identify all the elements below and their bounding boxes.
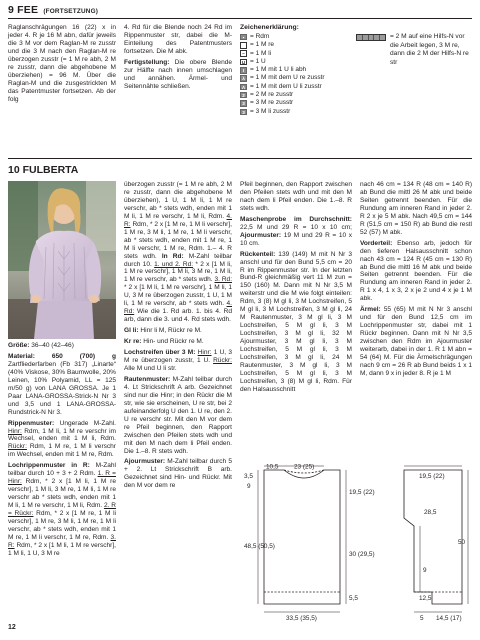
legend-text: = 1 M mit dem U li zusstr bbox=[250, 82, 322, 90]
garment-schematic bbox=[244, 464, 472, 622]
section-header bbox=[8, 4, 98, 16]
band-text: 4. Rd für die Blende noch 24 Rd im Rippenmuster str, dabei die M-Einteilung des Patentmusters fortsetzen. Die M abk. bbox=[124, 24, 232, 55]
sleeve-label: Ärmel: bbox=[360, 306, 381, 314]
lace-text-2: Rdm, * 2 x [1 M li, 1 M re verschr], 1 M li, 3 M re, 1 M li, 1 M re verschr ab * stets wdh, enden mit 1 M li, 1 M re verschr, 1 M li, Rdm. bbox=[8, 478, 116, 510]
legend-row bbox=[240, 99, 344, 107]
lace-cont-e: * 2 x [1 M li, 1 M re verschr], 1 M li, 1 U, 3 M re überzogen zusstr, 1 U, 1 M li, 1 M re verschr, ab * stets wdh. bbox=[124, 284, 232, 308]
legend-row bbox=[240, 41, 344, 49]
stitch-symbol-icon: ▪ bbox=[240, 34, 247, 41]
legend-wide bbox=[356, 33, 472, 67]
legend-rows bbox=[240, 33, 344, 116]
stitch-symbol-icon: U bbox=[241, 59, 246, 65]
dim-cuff-b: 14,5 (17) bbox=[436, 615, 462, 622]
legend-title: Zeichenerklärung: bbox=[240, 24, 299, 31]
pattern-column-3 bbox=[240, 181, 352, 394]
dim-bottom-width: 33,5 (35,5) bbox=[286, 615, 317, 622]
dim-neck-back: 3,5 bbox=[244, 473, 253, 480]
legend-text: = 1 M re bbox=[250, 41, 275, 49]
legend-row bbox=[240, 33, 344, 41]
stockinette-label: Gl li: bbox=[124, 327, 139, 335]
material-label: Material: 650 (700) g bbox=[8, 352, 116, 360]
lace-text: M-Zahl teilbar durch 10 + 3 + 2 Rdm. bbox=[8, 462, 116, 478]
legend-text: = 2 M re zusstr bbox=[250, 91, 294, 99]
round-3: 3. Rd: bbox=[214, 276, 233, 284]
diamond-label: Rautenmuster: bbox=[124, 375, 171, 383]
legend-row bbox=[240, 108, 344, 116]
back-cont: nach 46 cm = 134 R (48 cm = 140 R) ab Bund die mittl 26 M abk und beide Seiten getrennt beenden. Für die Rundung am inneren Rand in jeder 2. R 2 x je 5 M abk. Nach 49,5 cm = 144 R (51,5 cm = 150 R) ab Bund die restl 52 (57) M abk. bbox=[360, 181, 472, 236]
legend-row bbox=[240, 83, 344, 91]
pattern-title: 10 FULBERTA bbox=[8, 164, 79, 176]
lace-cont-f: Wie die 1. Rd arb. 1. bis 4. Rd arb, dann die 3. und 4. Rd stets wdh. bbox=[124, 308, 232, 324]
model-photo bbox=[8, 181, 116, 339]
rib-text: Ungerade M-Zahl. bbox=[54, 419, 116, 427]
sleeve-outline bbox=[404, 470, 462, 604]
sizes-value: 36–40 (42–46) bbox=[29, 342, 74, 349]
stitch-symbol-icon bbox=[240, 42, 247, 49]
legend-row bbox=[240, 50, 344, 58]
photo-image bbox=[8, 181, 116, 339]
in-rounds-label: In Rd: bbox=[161, 252, 184, 260]
lace-cont-b: Rdm, * 2 x [1 M re, 1 M li verschr], 1 M re, 3 M li, 1 M re, 1 M li verschr, ab * stets wdh, enden mit 1 M re, 1 M li verschr, 1 M re, Rdm. 1.– 4. R stets wdh. bbox=[124, 220, 232, 260]
lace-text-3: Rdm, * 2 x [1 M re, 1 M li verschr], 1 M re, 3 M li, 1 M re, 1 M li verschr, ab * stets wdh, enden mit 1 M re, 1 M li verschr, 1 M re, Rdm. bbox=[8, 510, 116, 541]
ajour-cont: Pfeil beginnen, den Rapport zwischen den Pfeilen stets wdh und mit den M nach dem li Pfeil enden. Die 1.–8. R stets wdh. bbox=[240, 181, 352, 212]
ajour-gauge-text: 19 M und 29 R = 10 x 10 cm. bbox=[240, 231, 352, 247]
garter-label: Kr re: bbox=[124, 338, 142, 346]
eyelet-text-2: Alle M und U li str. bbox=[124, 364, 177, 372]
lace-cont-a: überzogen zusstr (= 1 M re abh, 2 M re zusstr, dann die abgehobene M überziehen), 1 U, 1 M li, 1 M re verschr, ab * stets wdh, enden mit 1 M li, 1 M re verschr, 1 M li, Rdm. bbox=[124, 181, 232, 220]
stockinette-text: Hinr li M, Rückr re M. bbox=[138, 327, 202, 335]
lace-row-3: 3. R: bbox=[8, 533, 116, 549]
rib-rueckr: Rückr: bbox=[8, 443, 27, 451]
round-4: 4. Rd: bbox=[124, 300, 232, 316]
section-rule bbox=[8, 158, 472, 159]
page-number: 12 bbox=[8, 624, 16, 631]
raglan-text: Raglanschrägungen 16 (22) x in jeder 4. R je 16 M abn, dafür jeweils die 3 M vor dem Raglan-M re zusstr und die 3 M nach den Raglan-M re überzogen zusstr (= 1 M re abh, 2 M re zusstr, dann die abgehobene M überziehen) = 96 M. Über die Raglan-M und die zusgestrickten M das Patentmuster fortsetzen. Ab der folg bbox=[8, 24, 116, 103]
section-continuation: (FORTSETZUNG) bbox=[43, 8, 99, 15]
legend-text: = 1 M mit dem U re zusstr bbox=[250, 74, 325, 82]
gauge-text: 22,5 M und 29 R = 10 x 10 cm; bbox=[240, 223, 352, 231]
lace-row-2: 2. R = Rückr: bbox=[8, 502, 117, 518]
diamond-text: M-Zahl teilbar durch 4. Lt Strickschrift A arb. Gezeichnet sind nur die Hinr; in den Rückr die M str, wie sie erscheinen, U re str, bei 2 aufeinanderfolg U den 1. U re, den 2. U re verschr str. Mit den M vor dem re Pfeil beginnen, den Rapport zwischen den Pfeilen stets wdh und mit den M nach dem li Pfeil enden. Die 1.–8. R stets wdh. bbox=[124, 375, 232, 455]
back-text: 139 (149) M mit N Nr 3 anschl und für den Bund 5,5 cm = 20 R im Rippenmuster str. In der letzten Bund-R gleichmäßig vert 11 M zun = 150 (160) M. Dann mit N Nr 3,5 M weiterstr und die M wie folgt einteilen: Rdm, 3 (8) M gl li, 3 M Lochstreifen, 5 M gl li, 3 M Lochstreifen, 3 M gl li, 24 M Rautenmuster, 3 M gl li, 3 M Lochstreifen, 5 M gl li, 3 M Lochstreifen, 3 M gl li, 32 M Ajourmuster, 3 M gl li, 3 M Lochstreifen, 5 M gl li, 3 M Lochstreifen, 3 M gl li, 24 M Rautenmuster, 3 M gl li, 3 M Lochstreifen, 5 M gl li, 3 M Lochstreifen, 3 (8) M gl li, Rdm. Für den Halsausschnitt bbox=[240, 250, 352, 393]
lace-text-4: Rdm, * 2 x [1 M li, 1 M re verschr], 1 M li, 1 U, 3 M re bbox=[8, 541, 116, 557]
gauge-label: Maschenprobe im Durchschnitt: bbox=[240, 215, 352, 223]
dim-shoulder: 10,5 bbox=[266, 464, 279, 471]
rib-hinr: Hinr: bbox=[8, 427, 22, 435]
rib-text-2: Rdm, 1 M li, 1 M re verschr im Wechsel, enden mit 1 M li, Rdm. bbox=[8, 427, 116, 443]
back-label: Rückenteil: bbox=[240, 250, 276, 258]
legend-row bbox=[240, 66, 344, 74]
lace-cont-c: M-Zahl teilbar durch 10. bbox=[124, 252, 233, 268]
header-rule bbox=[8, 18, 472, 19]
pattern-column-4 bbox=[360, 181, 472, 378]
finishing-text: Die obere Blende zur Hälfte nach innen umschlagen und annähen. Ärmel- und Seitennähte schließen. bbox=[124, 58, 232, 90]
lace-row-4: 4. R: bbox=[124, 212, 232, 228]
legend-row bbox=[240, 74, 344, 82]
finishing-label: Fertigstellung: bbox=[124, 58, 170, 66]
legend bbox=[240, 24, 344, 116]
front-label: Vorderteil: bbox=[360, 239, 393, 247]
eyelet-rueckr: Rückr: bbox=[213, 357, 232, 365]
dim-neck-front: 9 bbox=[247, 483, 251, 490]
material-text: Zartfliederfarben (Fb 317) „Linarte“ (40% Viskose, 30% Baumwolle, 20% Leinen, 10% Polyamid, LL = 125 m/50 g) von LANA GROSSA. Je 1 Paar LANA-GROSSA-Strick-N Nr 3 und 3,5 und 1 LANA-GROSSA-Rundstrick-N Nr 3. bbox=[8, 360, 116, 416]
front-text: Ebenso arb, jedoch für den tieferen Halsausschnitt schon nach 43 cm = 124 R (45 cm = 130 R) ab Bund die mittl 16 M abk und beide Seiten getrennt beenden. Für die Rundung am inneren Rand in jeder 2. R 1 x 4, 1 x 3, 2 x je 2 und 4 x je 1 M abk. bbox=[360, 239, 472, 303]
dim-neck-width: 23 (25) bbox=[294, 464, 315, 471]
dim-sleeve-total: 50 bbox=[458, 539, 466, 546]
dim-sleeve-length: 28,5 bbox=[424, 509, 437, 516]
eyelet-text: 1 U, 3 M re überzogen zusstr, 1 U. bbox=[124, 349, 232, 365]
body-outline bbox=[264, 470, 340, 604]
round-1-2: 1. und 2. Rd: bbox=[154, 260, 194, 268]
legend-text: = 1 M mit 1 U li abh bbox=[250, 66, 307, 74]
sizes-label: Größe: bbox=[8, 342, 30, 349]
lace-cont-d: * 2 x [1 M li, 1 M re verschr], 1 M li, 3 M re, 1 M li, 1 M re verschr, ab * stets wdh. bbox=[124, 260, 232, 284]
garter-text: Hin- und Rückr re M. bbox=[141, 338, 204, 346]
sleeve-text: 55 (65) M mit N Nr 3 anschl und für den Bund 12,5 cm im Lochrippenmuster str, dabei mit 1 Rückr beginnen. Dann mit N Nr 3,5 zwischen den Rdm im Ajourmuster weiterarb, dabei in der 1. R 1 M abn = 54 (64) M. Für die Ärmelschrägungen nach 9 cm = 26 R ab Bund beids 1 x 1 M, dann 9 x in jeder 8. R je 1 M bbox=[360, 306, 472, 377]
legend-row bbox=[240, 58, 344, 66]
dim-cuff-a: 5 bbox=[420, 615, 424, 622]
legend-text: = Rdm bbox=[250, 33, 270, 40]
legend-text: = 1 M li bbox=[250, 49, 272, 57]
eyelet-label: Lochstreifen über 3 M: bbox=[124, 349, 196, 357]
lace-label: Lochrippenmuster in R: bbox=[8, 462, 90, 470]
cable-symbol-icon bbox=[356, 34, 386, 41]
stitch-symbol-icon: Λ bbox=[241, 84, 246, 90]
eyelet-hinr: Hinr: bbox=[197, 349, 212, 357]
stitch-symbol-icon: I bbox=[240, 67, 247, 74]
legend-text: = 1 U bbox=[250, 57, 266, 65]
cable-note: = 2 M auf eine Hilfs-N vor die Arbeit legen, 3 M re, dann die 2 M der Hilfs-N re str bbox=[390, 33, 469, 66]
ajour-text: M-Zahl teilbar durch 5 + 2. Lt Strickschrift B arb. Gezeichnet sind Hin- und Rückr. Mit den M vor dem re bbox=[124, 458, 232, 490]
section-title: 9 FEE bbox=[8, 4, 39, 16]
ajour-label: Ajourmuster: bbox=[124, 458, 166, 466]
stitch-symbol-icon: 3 bbox=[240, 109, 247, 116]
ajour-gauge-label: Ajourmuster: bbox=[240, 231, 282, 239]
stitch-symbol-icon: − bbox=[240, 50, 247, 57]
top-column-1 bbox=[8, 24, 116, 107]
dim-side: 48,5 (50,5) bbox=[244, 543, 275, 550]
dim-increase-zone: 9 bbox=[423, 567, 427, 574]
rib-text-3: Rdm, 1 M re, 1 M li verschr im Wechsel, enden mit 1 M re, Rdm. bbox=[8, 443, 116, 459]
dim-sleeve-top: 19,5 (22) bbox=[419, 473, 445, 480]
legend-row bbox=[240, 91, 344, 99]
pattern-column-2 bbox=[124, 181, 232, 490]
pattern-column-1 bbox=[8, 342, 116, 558]
stitch-symbol-icon: 2 bbox=[240, 92, 247, 99]
dim-body: 30 (29,5) bbox=[349, 551, 375, 558]
rib-label: Rippenmuster: bbox=[8, 419, 55, 427]
dim-band: 5,5 bbox=[349, 595, 358, 602]
legend-text: = 3 M li zusstr bbox=[250, 107, 291, 115]
dim-cuff-height: 12,5 bbox=[419, 595, 432, 602]
stitch-symbol-icon: 3 bbox=[240, 100, 247, 107]
stitch-symbol-icon: λ bbox=[240, 75, 247, 82]
dim-armhole: 19,5 (22) bbox=[349, 489, 375, 496]
lace-row-1: 1. R = Hinr: bbox=[8, 470, 116, 486]
top-column-2 bbox=[124, 24, 232, 94]
legend-text: = 3 M re zusstr bbox=[250, 99, 294, 107]
